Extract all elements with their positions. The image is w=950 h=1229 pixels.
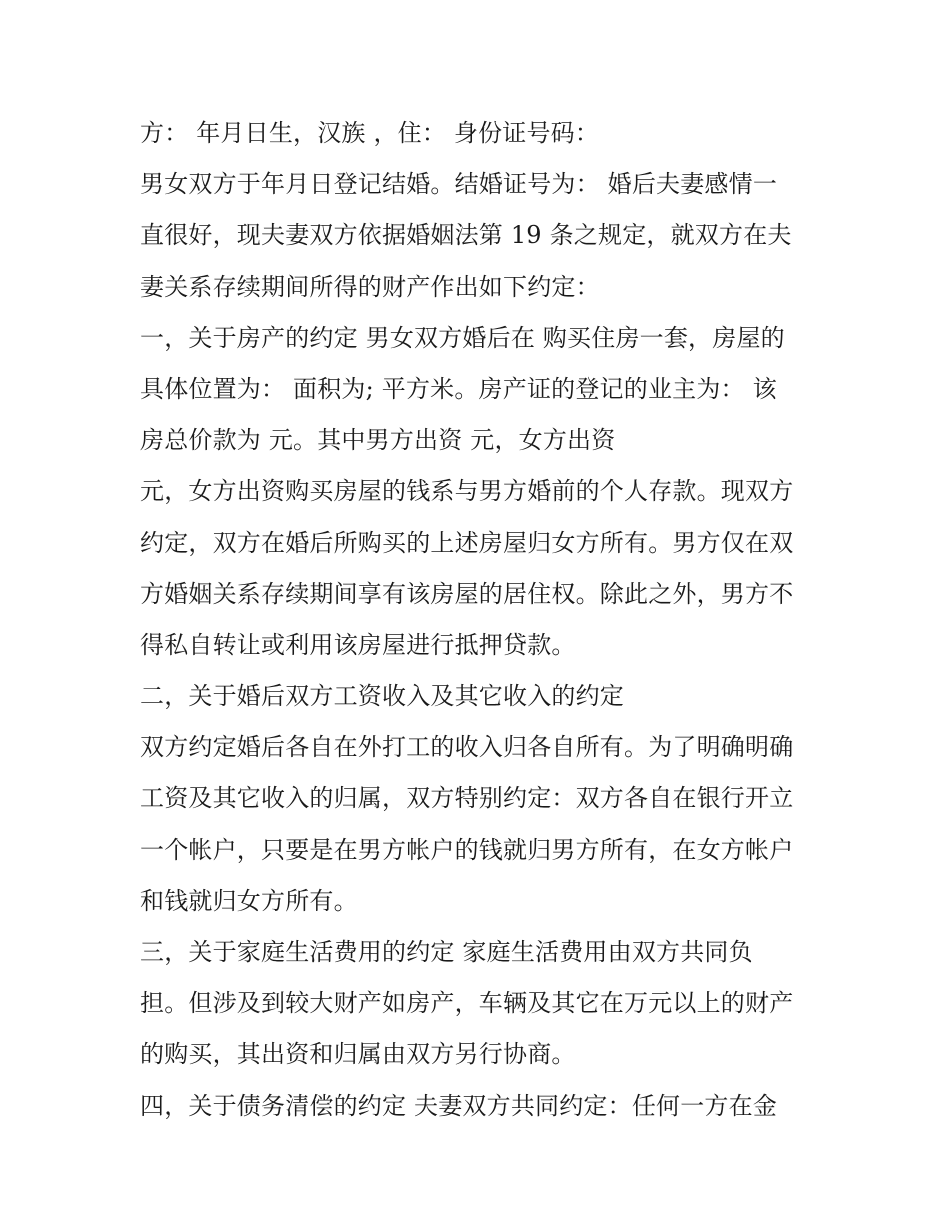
- text-line: 工资及其它收入的归属，双方特别约定：双方各自在银行开立: [140, 784, 794, 813]
- text-line: 的购买，其出资和归属由双方另行协商。: [140, 1040, 576, 1069]
- text-line: 具体位置为： 面积为; 平方米。房产证的登记的业主为： 该: [140, 374, 777, 403]
- text-line: 妻关系存续期间所得的财产作出如下约定：: [140, 272, 600, 301]
- text-line: 元，女方出资购买房屋的钱系与男方婚前的个人存款。现双方: [140, 477, 794, 506]
- text-line: 方： 年月日生，汉族 ，住： 身份证号码：: [140, 119, 600, 147]
- text-line: 男女双方于年月日登记结婚。结婚证号为： 婚后夫妻感情一: [140, 170, 778, 199]
- text-line: 得私自转让或利用该房屋进行抵押贷款。: [140, 630, 576, 659]
- text-line: 二，关于婚后双方工资收入及其它收入的约定: [140, 682, 624, 711]
- text-line: 直很好，现夫妻双方依据婚姻法第 19 条之规定，就双方在夫: [140, 221, 792, 250]
- text-line: 一个帐户，只要是在男方帐户的钱就归男方所有，在女方帐户: [140, 835, 794, 864]
- text-line: 担。但涉及到较大财产如房产，车辆及其它在万元以上的财产: [140, 989, 794, 1018]
- text-line: 和钱就归女方所有。: [140, 886, 358, 915]
- text-line: 三，关于家庭生活费用的约定 家庭生活费用由双方共同负: [140, 938, 753, 966]
- document-body: [140, 108, 820, 1132]
- text-line: 一，关于房产的约定 男女双方婚后在 购买住房一套，房屋的: [140, 323, 785, 352]
- text-line: 双方约定婚后各自在外打工的收入归各自所有。为了明确明确: [140, 733, 794, 762]
- text-line: 方婚姻关系存续期间享有该房屋的居住权。除此之外，男方不: [140, 579, 794, 608]
- text-line: 四，关于债务清偿的约定 夫妻双方共同约定：任何一方在金: [140, 1091, 778, 1120]
- text-line: 约定，双方在婚后所购买的上述房屋归女方所有。男方仅在双: [140, 528, 794, 557]
- text-line: 房总价款为 元。其中男方出资 元，女方出资: [140, 426, 616, 455]
